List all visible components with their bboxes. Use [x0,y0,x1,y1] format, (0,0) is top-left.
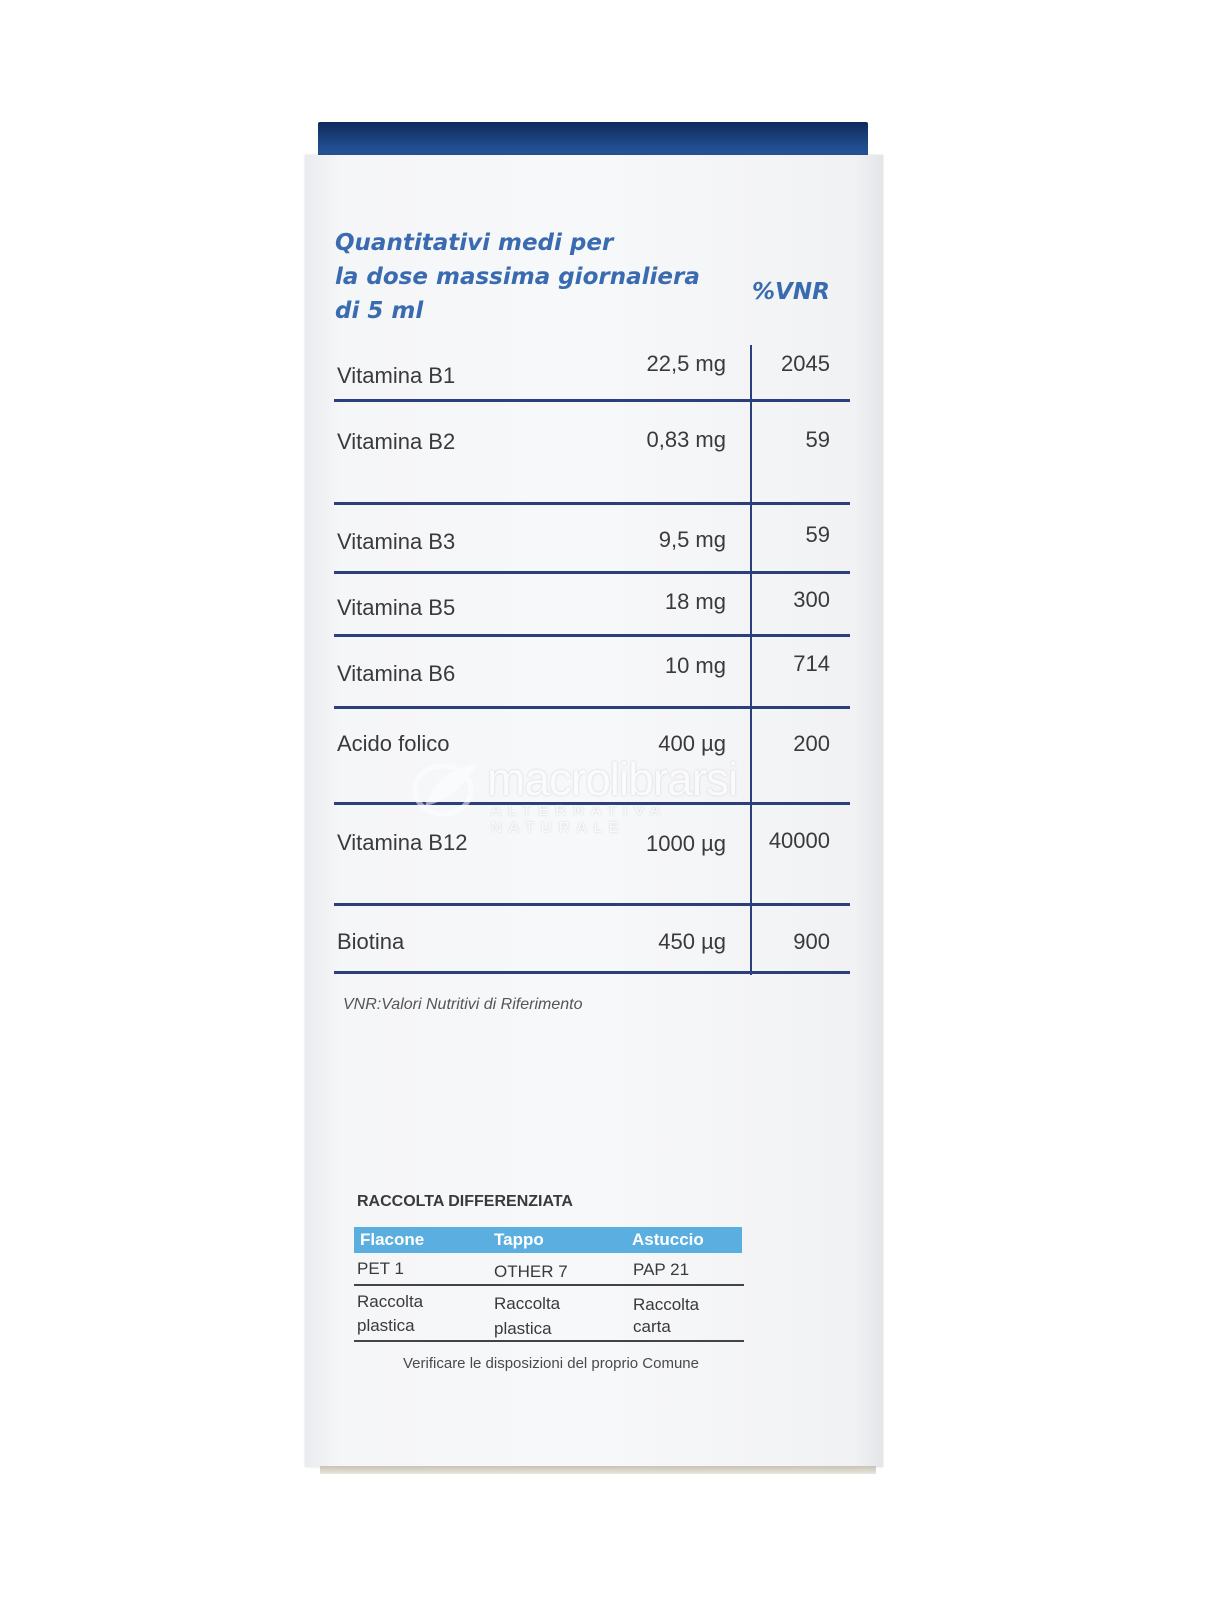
recycling-disposal: carta [633,1317,671,1336]
recycling-divider [354,1340,744,1342]
row-divider [334,971,850,974]
vnr-column-header: %VNR [752,279,830,305]
recycling-code: PET 1 [357,1259,404,1278]
leaf-logo-icon [405,756,485,820]
nutrient-amount: 0,83 mg [646,427,726,452]
nutrient-amount: 22,5 mg [646,351,726,376]
nutrient-vnr: 59 [805,522,830,547]
nutrient-name: Vitamina B2 [337,429,456,454]
nutrient-vnr: 714 [793,651,830,676]
nutrient-amount: 450 µg [658,929,726,954]
watermark-tagline: ALTERNATIVA NATURALE [491,802,667,836]
nutrient-amount: 18 mg [664,589,726,614]
heading-line-3: di 5 ml [335,298,424,324]
nutrition-table [334,345,850,975]
recycling-header-bar [354,1227,742,1253]
nutrient-vnr: 2045 [781,351,830,376]
recycling-code: OTHER 7 [494,1262,568,1281]
recycling-disposal: plastica [494,1319,552,1338]
nutrient-name: Biotina [337,929,405,954]
nutrient-name: Vitamina B5 [337,595,456,620]
row-divider [334,903,850,906]
row-divider [334,571,850,574]
row-divider [334,399,850,402]
recycling-code: PAP 21 [633,1260,690,1279]
column-divider [750,345,752,975]
nutrient-name: Vitamina B1 [337,363,456,388]
recycling-disposal: plastica [357,1316,415,1335]
nutrient-amount: 400 µg [658,731,726,756]
nutrient-amount: 9,5 mg [658,527,726,552]
watermark [405,752,795,836]
recycling-disposal: Raccolta [357,1292,424,1311]
recycling-disposal: Raccolta [494,1294,561,1313]
recycling-note: Verificare le disposizioni del proprio Comune [403,1355,699,1372]
recycling-title: RACCOLTA DIFFERENZIATA [357,1193,573,1210]
row-divider [334,706,850,709]
recycling-divider [354,1284,744,1286]
row-divider [334,634,850,637]
nutrient-amount: 10 mg [664,653,726,678]
box-bottom-edge [320,1466,876,1474]
nutrient-vnr: 300 [793,587,830,612]
heading-line-2: la dose massima giornaliera [335,264,700,290]
recycling-header-cell: Astuccio [632,1230,704,1249]
nutrient-name: Vitamina B12 [337,830,468,855]
heading-line-1: Quantitativi medi per [335,230,614,256]
recycling-header-cell: Flacone [360,1230,425,1249]
nutrient-vnr: 900 [793,929,830,954]
nutrient-vnr: 200 [793,731,830,756]
nutrient-name: Vitamina B3 [337,529,456,554]
row-divider [334,502,850,505]
watermark-name: macrolibrarsi [487,753,738,805]
nutrition-heading [335,226,735,328]
nutrient-vnr: 40000 [768,828,830,853]
nutrient-name: Vitamina B6 [337,661,456,686]
vnr-footnote: VNR:Valori Nutritivi di Riferimento [343,996,583,1013]
nutrient-vnr: 59 [805,427,830,452]
nutrient-name: Acido folico [337,731,450,756]
nutrient-amount: 1000 µg [646,831,726,856]
recycling-disposal: Raccolta [633,1295,700,1314]
recycling-header-cell: Tappo [494,1230,544,1249]
